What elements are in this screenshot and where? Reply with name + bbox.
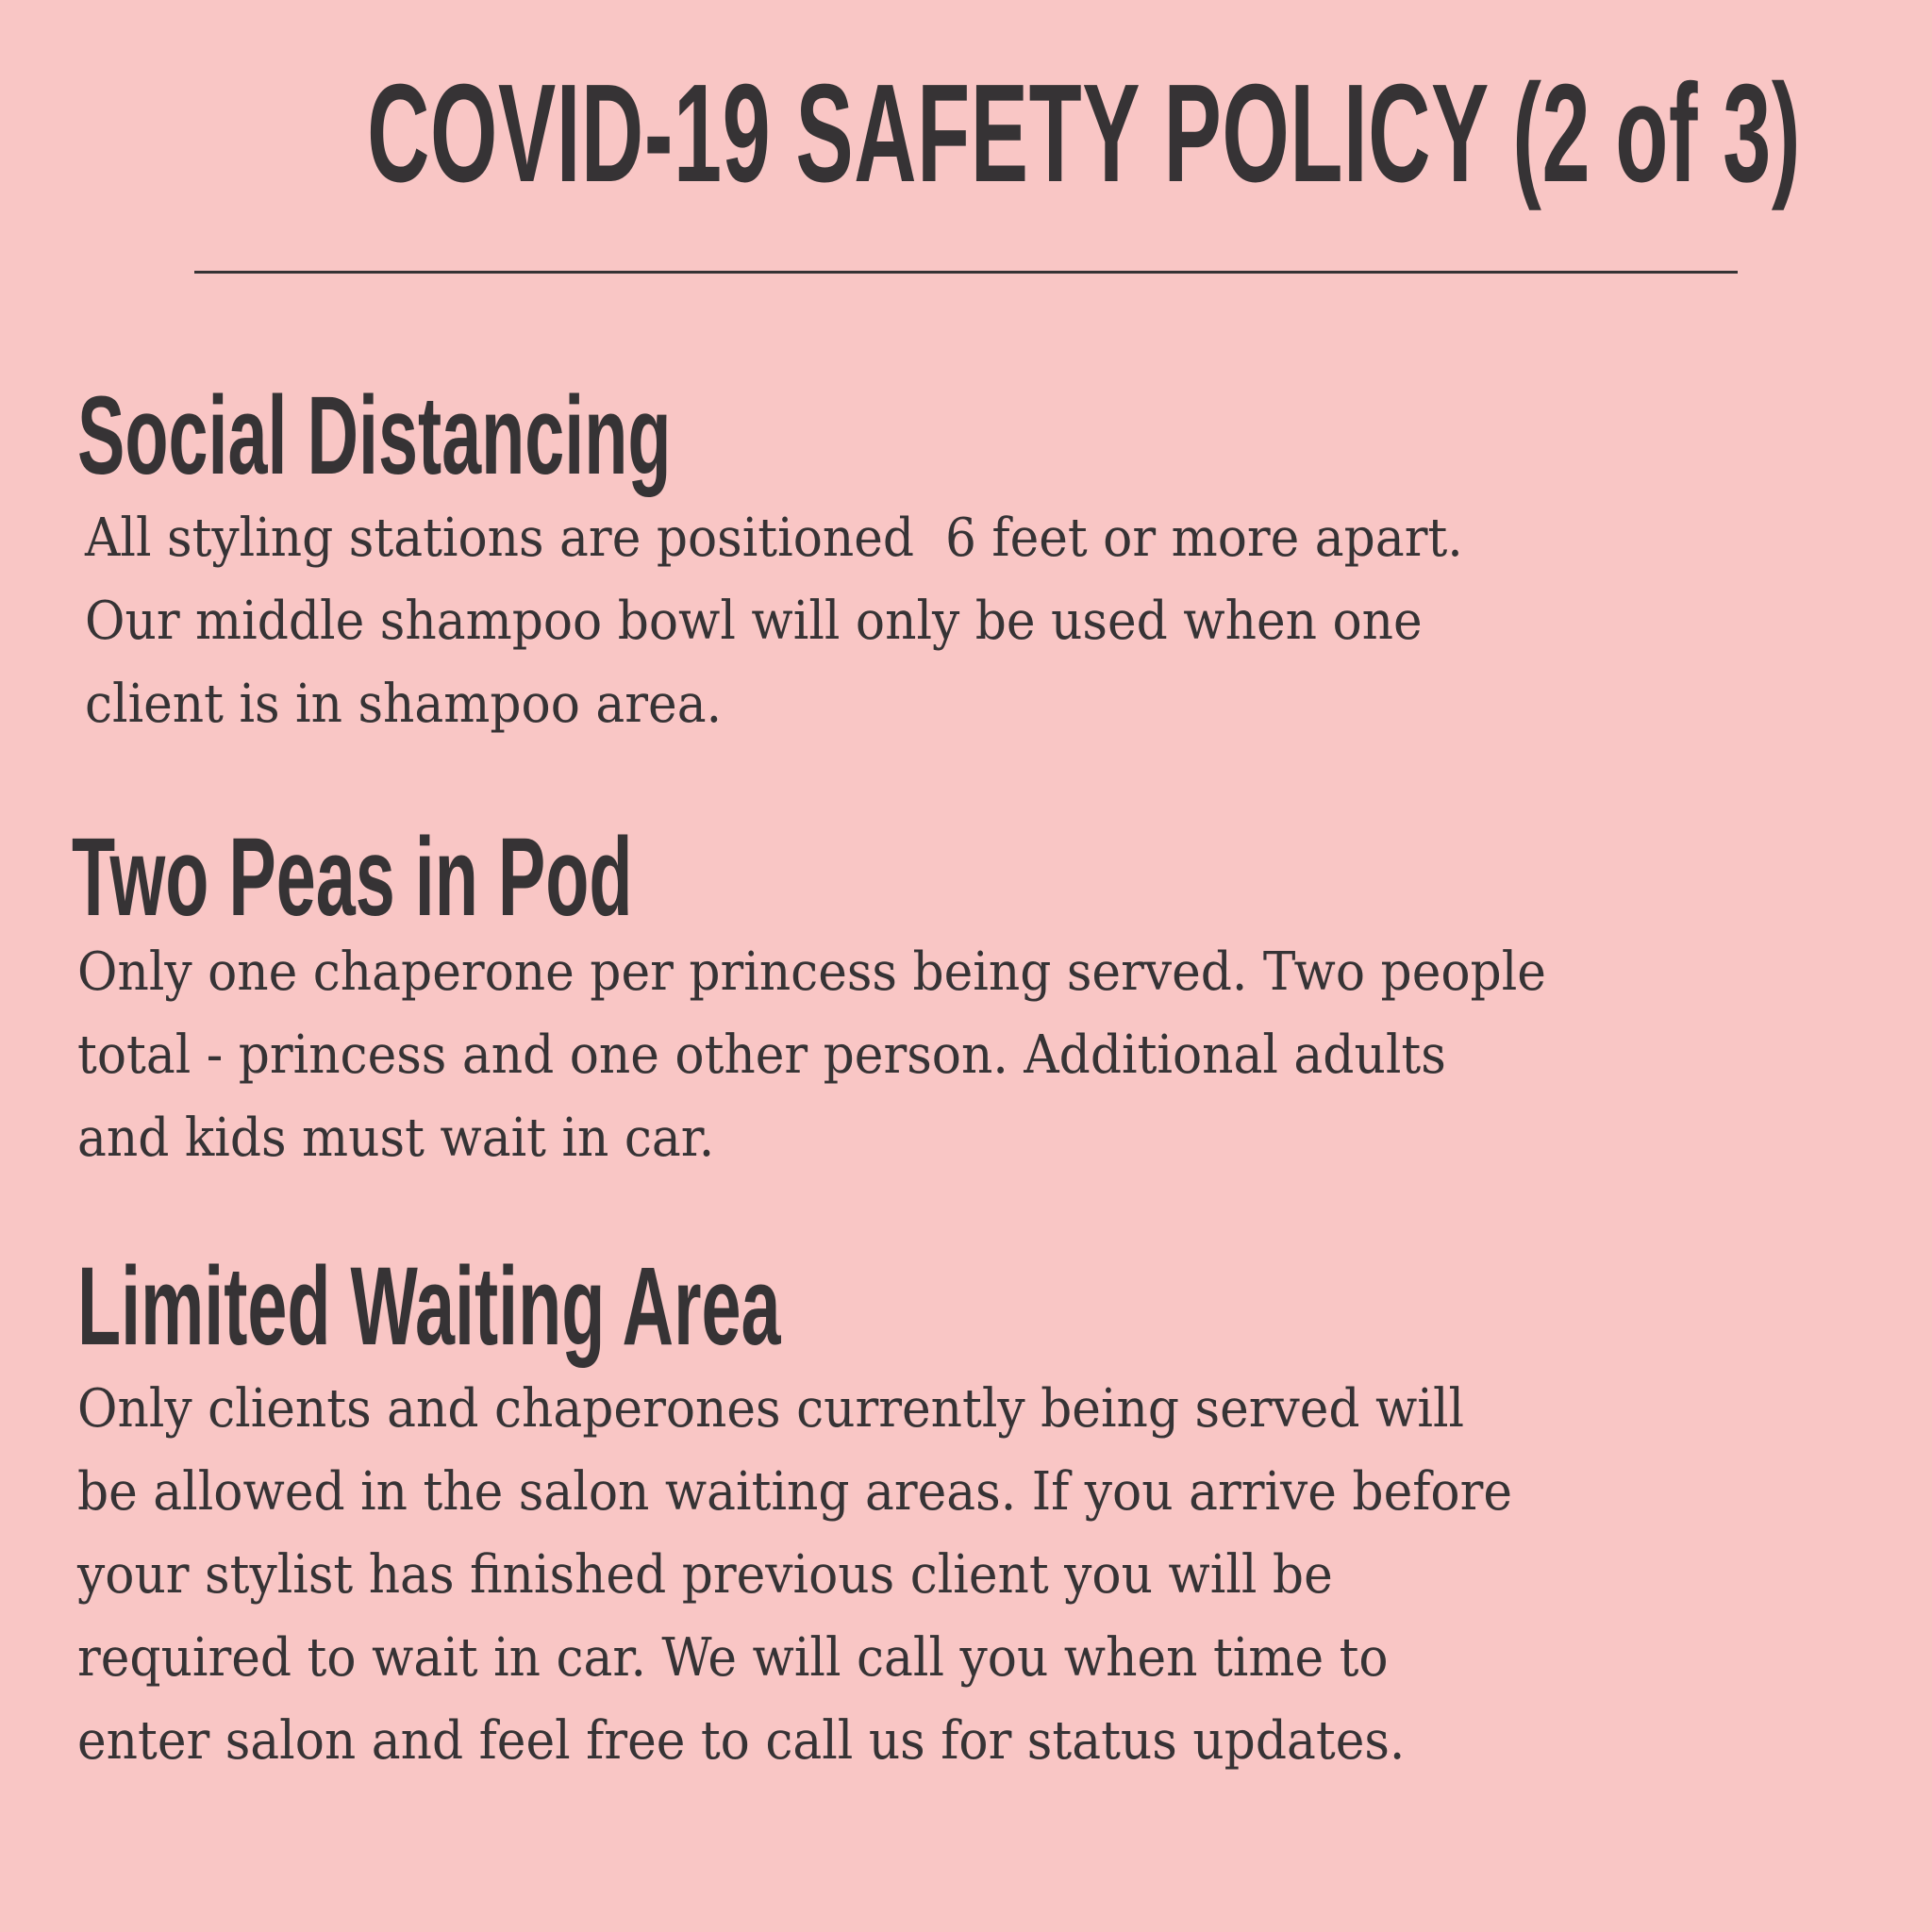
section-body-limited-waiting-area [77, 1368, 1512, 1783]
body-line: Only clients and chaperones currently being served will [77, 1378, 1465, 1440]
body-line: total - princess and one other person. Additional adults [77, 1024, 1446, 1086]
body-line: enter salon and feel free to call us for status updates. [77, 1710, 1406, 1772]
body-line: Only one chaperone per princess being served. Two people [77, 941, 1546, 1003]
body-line: All styling stations are positioned 6 feet or more apart. [85, 508, 1463, 569]
body-line: required to wait in car. We will call you when time to [77, 1627, 1389, 1689]
section-body-two-peas-in-pod [77, 931, 1546, 1180]
body-line: be allowed in the salon waiting areas. If you arrive before [77, 1461, 1513, 1523]
section-heading-social-distancing: Social Distancing [77, 374, 672, 498]
title-divider [194, 271, 1738, 274]
page-title: COVID-19 SAFETY POLICY (2 of 3) [367, 56, 1802, 211]
body-line: and kids must wait in car. [77, 1108, 715, 1169]
body-line: Our middle shampoo bowl will only be used when one [85, 591, 1423, 652]
section-heading-two-peas-in-pod: Two Peas in Pod [72, 815, 633, 940]
section-heading-limited-waiting-area: Limited Waiting Area [77, 1244, 781, 1369]
body-line: your stylist has finished previous client you will be [77, 1544, 1333, 1606]
section-body-social-distancing [85, 497, 1463, 746]
body-line: client is in shampoo area. [85, 674, 723, 735]
